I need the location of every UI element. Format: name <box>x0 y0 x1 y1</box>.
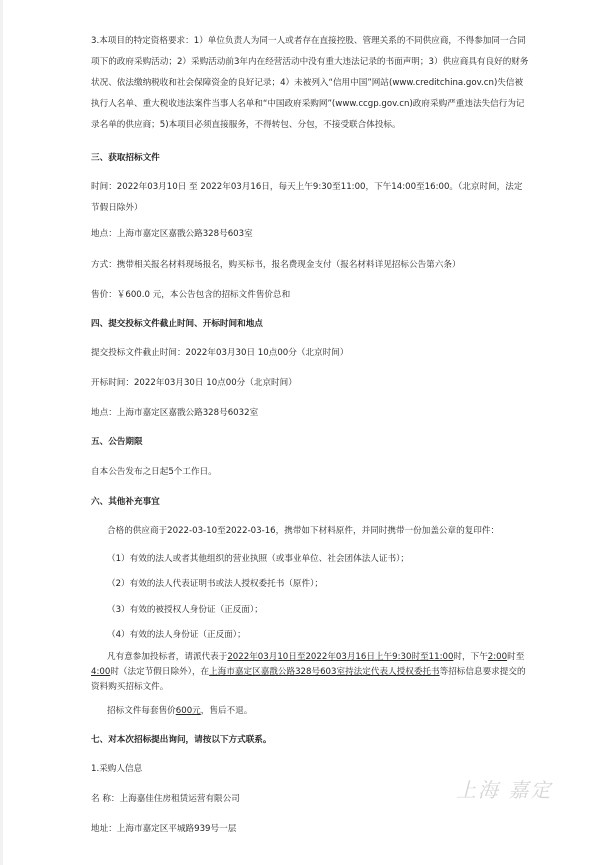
qualification-paragraph: 3.本项目的特定资格要求：1）单位负责人为同一人或者存在直接控股、管理关系的不同供应商，不得参加同一合同项下的政府采购活动；2）采购活动前3年内在经营活动中没有重大违法记录的书面声明；3）供应商具有良好的财务状况、依法缴纳税收和社会保障资金的良好记录；4）未被列入“信用中国”网站(www.creditchina.gov.cn)失信被执行人名单、重大税收违法案件当事人名单和“中国政府采购网”(www.ccgp.gov.cn)政府采购严重违法失信行为记录名单的供应商；5)本项目必须直接服务，不得转包、分包，不接受联合体投标。 <box>91 36 529 130</box>
fee-text-c: ，售后不退。 <box>200 706 253 716</box>
section4-deadline: 提交投标文件截止时间：2022年03月30日 10点00分（北京时间） <box>91 348 349 358</box>
section3-price: 售价：￥600.0 元，本公告包含的招标文件售价总和 <box>91 290 291 300</box>
purchaser-name: 名 称：上海嘉佳住房租赁运营有限公司 <box>91 794 240 804</box>
section4-opening: 开标时间：2022年03月30日 10点00分（北京时间） <box>91 378 297 388</box>
scan-edge <box>0 0 3 865</box>
apply-dates: 2022年03月10日至2022年03月16日上午9:30时至11:00 <box>227 652 454 662</box>
fee-amount: 600元 <box>175 706 201 716</box>
apply-text-c: 时，下午 <box>453 652 488 662</box>
section6-heading: 六、其他补充事宜 <box>91 497 160 507</box>
section6-item-2: （2）有效的法人代表证明书或法人授权委托书（原件）； <box>107 579 324 589</box>
section6-item-4: （4）有效的法人身份证（正反面）； <box>107 630 246 640</box>
apply-text-i: 等招标信息要求提交的资料购买招标文件。 <box>91 667 526 692</box>
section5-heading: 五、公告期限 <box>91 437 143 447</box>
fee-text-a: 招标文件每套售价 <box>107 706 176 716</box>
apply-text-g: 时（法定节假日除外），在 <box>110 667 210 677</box>
purchaser-address: 地址：上海市嘉定区平城路939号一层 <box>91 824 237 834</box>
section4-heading: 四、提交投标文件截止时间、开标时间和地点 <box>91 319 263 329</box>
section5-text: 自本公告发布之日起5个工作日。 <box>91 467 217 477</box>
section7-sub: 1.采购人信息 <box>91 764 143 774</box>
section3-place: 地点：上海市嘉定区嘉戬公路328号603室 <box>91 229 253 239</box>
watermark-logo: 上海 嘉定 <box>456 778 553 802</box>
section6-item-1: （1）有效的法人或者其他组织的营业执照（或事业单位、社会团体法人证书）； <box>107 554 409 564</box>
section6-apply-paragraph <box>91 650 531 695</box>
section7-heading: 七、对本次招标提出询问，请按以下方式联系。 <box>91 735 272 745</box>
section4-place: 地点：上海市嘉定区嘉戬公路328号6032室 <box>91 408 259 418</box>
section6-fee <box>107 701 252 722</box>
apply-location: 上海市嘉定区嘉戬公路328号603室持法定代表人授权委托书 <box>209 667 440 677</box>
apply-text-a: 凡有意参加投标者，请派代表于 <box>107 652 228 662</box>
apply-text-e: 时至 <box>507 652 525 662</box>
section6-item-3: （3）有效的被授权人身份证（正反面）； <box>107 605 263 615</box>
apply-pm-start: 2:00 <box>487 652 508 662</box>
section3-time: 时间：2022年03月10日 至 2022年03月16日，每天上午9:30至11:00，下午14:00至16:00。（北京时间，法定节假日除外） <box>91 182 523 213</box>
section3-method: 方式：携带相关报名材料现场报名，购买标书，报名费现金支付（报名材料详见招标公告第六条） <box>91 260 461 270</box>
section6-intro: 合格的供应商于2022-03-10至2022-03-16，携带如下材料原件，并同时携带一份加盖公章的复印件： <box>107 526 500 536</box>
apply-pm-end: 4:00 <box>91 667 111 677</box>
section3-heading: 三、获取招标文件 <box>91 153 160 163</box>
